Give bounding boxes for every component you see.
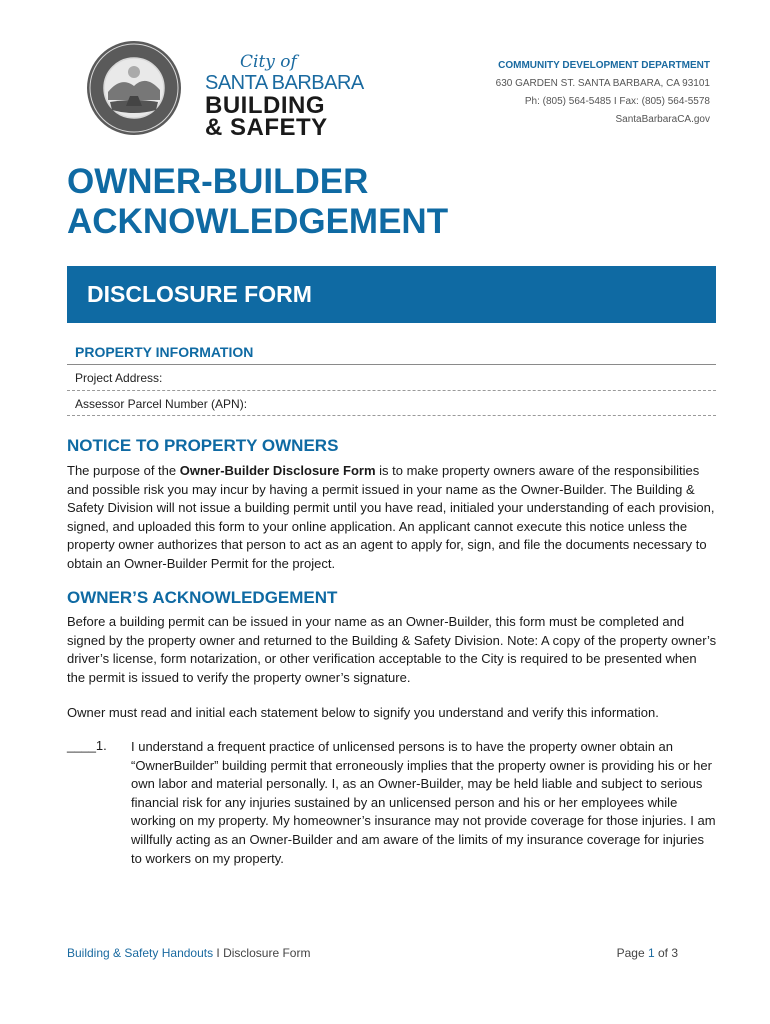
banner-title: DISCLOSURE FORM [87, 281, 312, 307]
owner-paragraph: Before a building permit can be issued in your name as an Owner-Builder, this form must be completed and signed by the property owner and returned to the Building & Safety Division. Note: A copy of the property owner’s driver’s license, form notarization, or other verification acceptable to the City is required to be presented when the permit is issued to verify the property owner’s signature. [67, 614, 717, 685]
statement-1: I understand a frequent practice of unlicensed persons is to have the property owner obtain an “OwnerBuilder” building permit that erroneously implies that the property owner is providing his or her own labor and material personally. I, as an Owner-Builder, may be held liable and subject to serious financial risk for any injuries sustained by an unlicensed person and his or her employees while working on my property. My homeowner’s insurance may not provide coverage for those injuries. I am willfully acting as an Owner-Builder and am aware of the limits of my insurance coverage for injuries to workers on my property. [131, 739, 716, 866]
divider [67, 390, 716, 391]
disclosure-banner [67, 266, 716, 323]
logo-city-of: City of [240, 52, 297, 72]
notice-heading: NOTICE TO PROPERTY OWNERS [67, 436, 339, 455]
footer-form-name: I Disclosure Form [213, 946, 311, 960]
notice-text-start: The purpose of the [67, 463, 180, 478]
department-phone: Ph: (805) 564-5485 I Fax: (805) 564-5578 [524, 96, 710, 107]
department-website: SantaBarbaraCA.gov [615, 114, 710, 125]
property-info-heading: PROPERTY INFORMATION [75, 344, 254, 360]
page-number [617, 946, 678, 960]
logo-safety: & SAFETY [205, 114, 328, 141]
page-prefix: Page [616, 946, 648, 960]
owner-instruction: Owner must read and initial each statement below to signify you understand and verify this information. [67, 705, 659, 720]
logo-building: BUILDING [205, 92, 325, 119]
notice-bold-text: Owner-Builder Disclosure Form [179, 463, 376, 478]
initial-blank-1[interactable]: ____1. [67, 738, 107, 753]
page-total: of 3 [654, 946, 678, 960]
footer-left [67, 946, 310, 960]
apn-label: Assessor Parcel Number (APN): [75, 397, 248, 411]
department-name: COMMUNITY DEVELOPMENT DEPARTMENT [498, 60, 710, 71]
page-title: OWNER-BUILDER ACKNOWLEDGEMENT [67, 162, 449, 241]
logo-santa-barbara: SANTA BARBARA [205, 72, 364, 94]
notice-paragraph [67, 462, 717, 574]
divider [67, 364, 716, 365]
owner-heading: OWNER’S ACKNOWLEDGEMENT [67, 588, 338, 607]
page-current: 1 [647, 946, 655, 960]
notice-text-end: is to make property owners aware of the responsibilities and possible risk you may incur by having a permit issued in your name as the Owner-Builder. The Building & Safety Division will not issue a building permit until you have read, initialed your understanding of each provision, signed, and uploaded this form to your online application. An applicant cannot execute this notice unless the property owner authorizes that person to act as an agent to apply for, sign, and file the documents necessary to obtain an Owner-Builder Permit for the project. [67, 463, 715, 571]
department-address: 630 GARDEN ST. SANTA BARBARA, CA 93101 [495, 78, 710, 89]
city-seal-icon [86, 40, 182, 136]
footer-handouts-link[interactable]: Building & Safety Handouts [67, 946, 214, 960]
divider [67, 415, 716, 416]
project-address-label: Project Address: [75, 371, 163, 385]
